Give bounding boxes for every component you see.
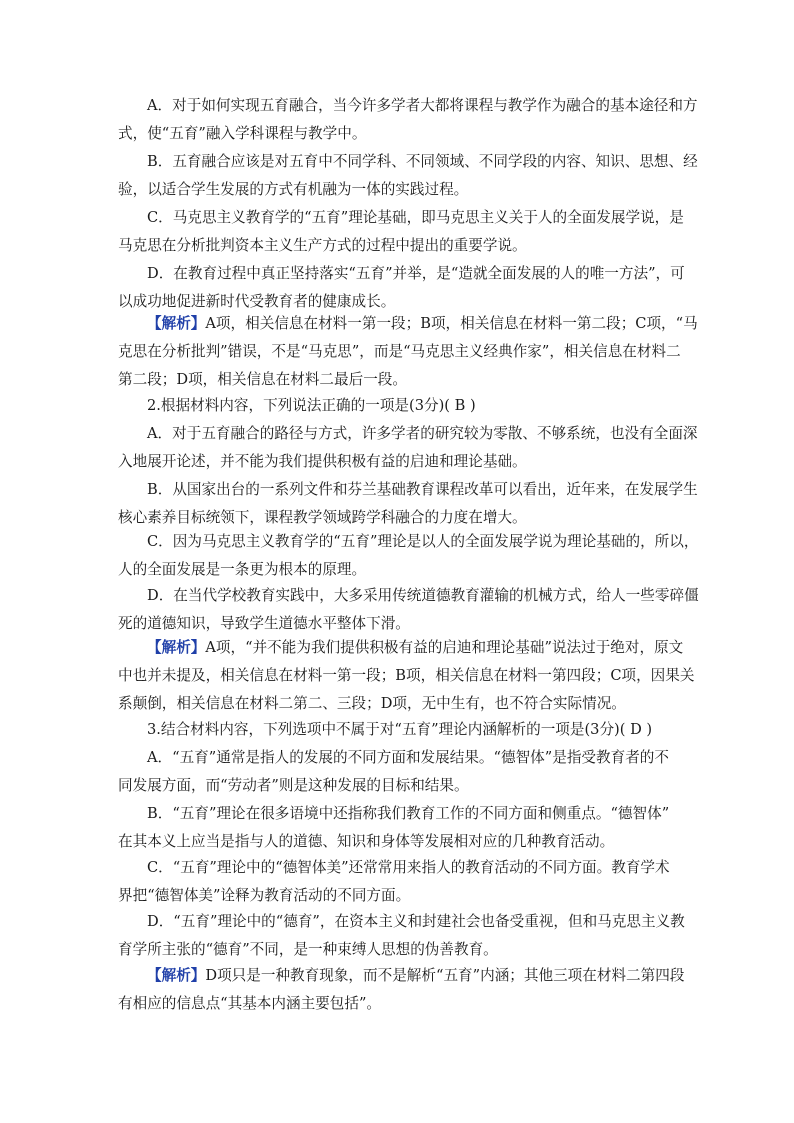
text-line: 有相应的信息点“其基本内涵主要包括”。 bbox=[118, 995, 382, 1012]
text-line: 在其本义上应当是指与人的道德、知识和身体等发展相对应的几种教育活动。 bbox=[118, 833, 615, 850]
text-line: 系颠倒，相关信息在材料二第二、三段；D项，无中生有，也不符合实际情况。 bbox=[118, 695, 626, 712]
analysis-1 bbox=[118, 310, 698, 394]
text-line: A．对于五育融合的路径与方式，许多学者的研究较为零散、不够系统，也没有全面深 bbox=[147, 425, 698, 442]
text-line: D．“五育”理论中的“德育”，在资本主义和封建社会也备受重视，但和马克思主义教 bbox=[147, 913, 685, 930]
text-line: 克思在分析批判”错误，不是“马克思”，而是“马克思主义经典作家”，相关信息在材料二 bbox=[118, 343, 681, 360]
analysis-2 bbox=[118, 634, 695, 718]
analysis-tag: 【解析】 bbox=[147, 639, 206, 656]
question-2 bbox=[118, 392, 674, 420]
option-2d bbox=[118, 582, 699, 638]
text-line: A项，相关信息在材料一第一段；B项，相关信息在材料一第二段；C项，“马 bbox=[205, 315, 698, 332]
option-3b bbox=[118, 800, 674, 856]
option-3a bbox=[118, 744, 674, 800]
option-2a bbox=[118, 420, 698, 476]
option-1b bbox=[118, 148, 698, 204]
text-line: B．从国家出台的一系列文件和芬兰基础教育课程改革可以看出，近年来，在发展学生 bbox=[147, 481, 698, 498]
text-line: B．“五育”理论在很多语境中还指称我们教育工作的不同方面和侧重点。“德智体” bbox=[147, 805, 670, 822]
text-line: 育学所主张的“德育”不同，是一种束缚人思想的伪善教育。 bbox=[118, 941, 498, 958]
text-line: D．在教育过程中真正坚持落实“五育”并举，是“造就全面发展的人的唯一方法”，可 bbox=[147, 265, 685, 282]
text-line: A项，“并不能为我们提供积极有益的启迪和理论基础”说法过于绝对，原文 bbox=[205, 639, 684, 656]
question-3 bbox=[118, 716, 674, 744]
text-line: 验，以适合学生发展的方式有机融为一体的实践过程。 bbox=[118, 181, 469, 198]
text-line: 同发展方面，而“劳动者”则是这种发展的目标和结果。 bbox=[118, 777, 469, 794]
text-line: D．在当代学校教育实践中，大多采用传统道德教育灌输的机械方式，给人一些零碎僵 bbox=[147, 587, 699, 604]
text-line: 人的全面发展是一条更为根本的原理。 bbox=[118, 561, 367, 578]
text-line: B．五育融合应该是对五育中不同学科、不同领域、不同学段的内容、知识、思想、经 bbox=[147, 153, 698, 170]
option-1a bbox=[118, 92, 698, 148]
option-2b bbox=[118, 476, 698, 532]
text-line: D项只是一种教育现象，而不是解析“五育”内涵；其他三项在材料二第四段 bbox=[205, 967, 685, 984]
text-line: C．“五育”理论中的“德智体美”还常常用来指人的教育活动的不同方面。教育学术 bbox=[147, 859, 670, 876]
text-line: 式，使“五育”融入学科课程与教学中。 bbox=[118, 125, 367, 142]
option-1d bbox=[118, 260, 685, 316]
option-1c bbox=[118, 204, 684, 260]
text-line: 中也并未提及，相关信息在材料一第一段；B项，相关信息在材料一第四段；C项，因果关 bbox=[118, 667, 695, 684]
text-line: 核心素养目标统领下，课程教学领域跨学科融合的力度在增大。 bbox=[118, 509, 527, 526]
text-line: A．对于如何实现五育融合，当今许多学者大都将课程与教学作为融合的基本途径和方 bbox=[147, 97, 698, 114]
question-stem: 2.根据材料内容，下列说法正确的一项是(3分)( B ) bbox=[147, 397, 476, 414]
option-3d bbox=[118, 908, 685, 964]
analysis-tag: 【解析】 bbox=[147, 967, 206, 984]
text-line: 死的道德知识，导致学生道德水平整体下滑。 bbox=[118, 615, 410, 632]
text-line: C．马克思主义教育学的“五育”理论基础，即马克思主义关于人的全面发展学说，是 bbox=[147, 209, 684, 226]
option-3c bbox=[118, 854, 674, 910]
analysis-3 bbox=[118, 962, 685, 1018]
text-line: 第二段；D项，相关信息在材料二最后一段。 bbox=[118, 371, 407, 388]
question-stem: 3.结合材料内容，下列选项中不属于对“五育”理论内涵解析的一项是(3分)( D ) bbox=[147, 721, 653, 738]
text-line: 入地展开论述，并不能为我们提供积极有益的启迪和理论基础。 bbox=[118, 453, 527, 470]
text-line: 马克思在分析批判资本主义生产方式的过程中提出的重要学说。 bbox=[118, 237, 527, 254]
analysis-tag: 【解析】 bbox=[147, 315, 206, 332]
text-line: C．因为马克思主义教育学的“五育”理论是以人的全面发展学说为理论基础的，所以， bbox=[147, 533, 699, 550]
option-2c bbox=[118, 528, 699, 584]
text-line: A．“五育”通常是指人的发展的不同方面和发展结果。“德智体”是指受教育者的不 bbox=[147, 749, 669, 766]
text-line: 界把“德智体美”诠释为教育活动的不同方面。 bbox=[118, 887, 411, 904]
text-line: 以成功地促进新时代受教育者的健康成长。 bbox=[118, 293, 396, 310]
